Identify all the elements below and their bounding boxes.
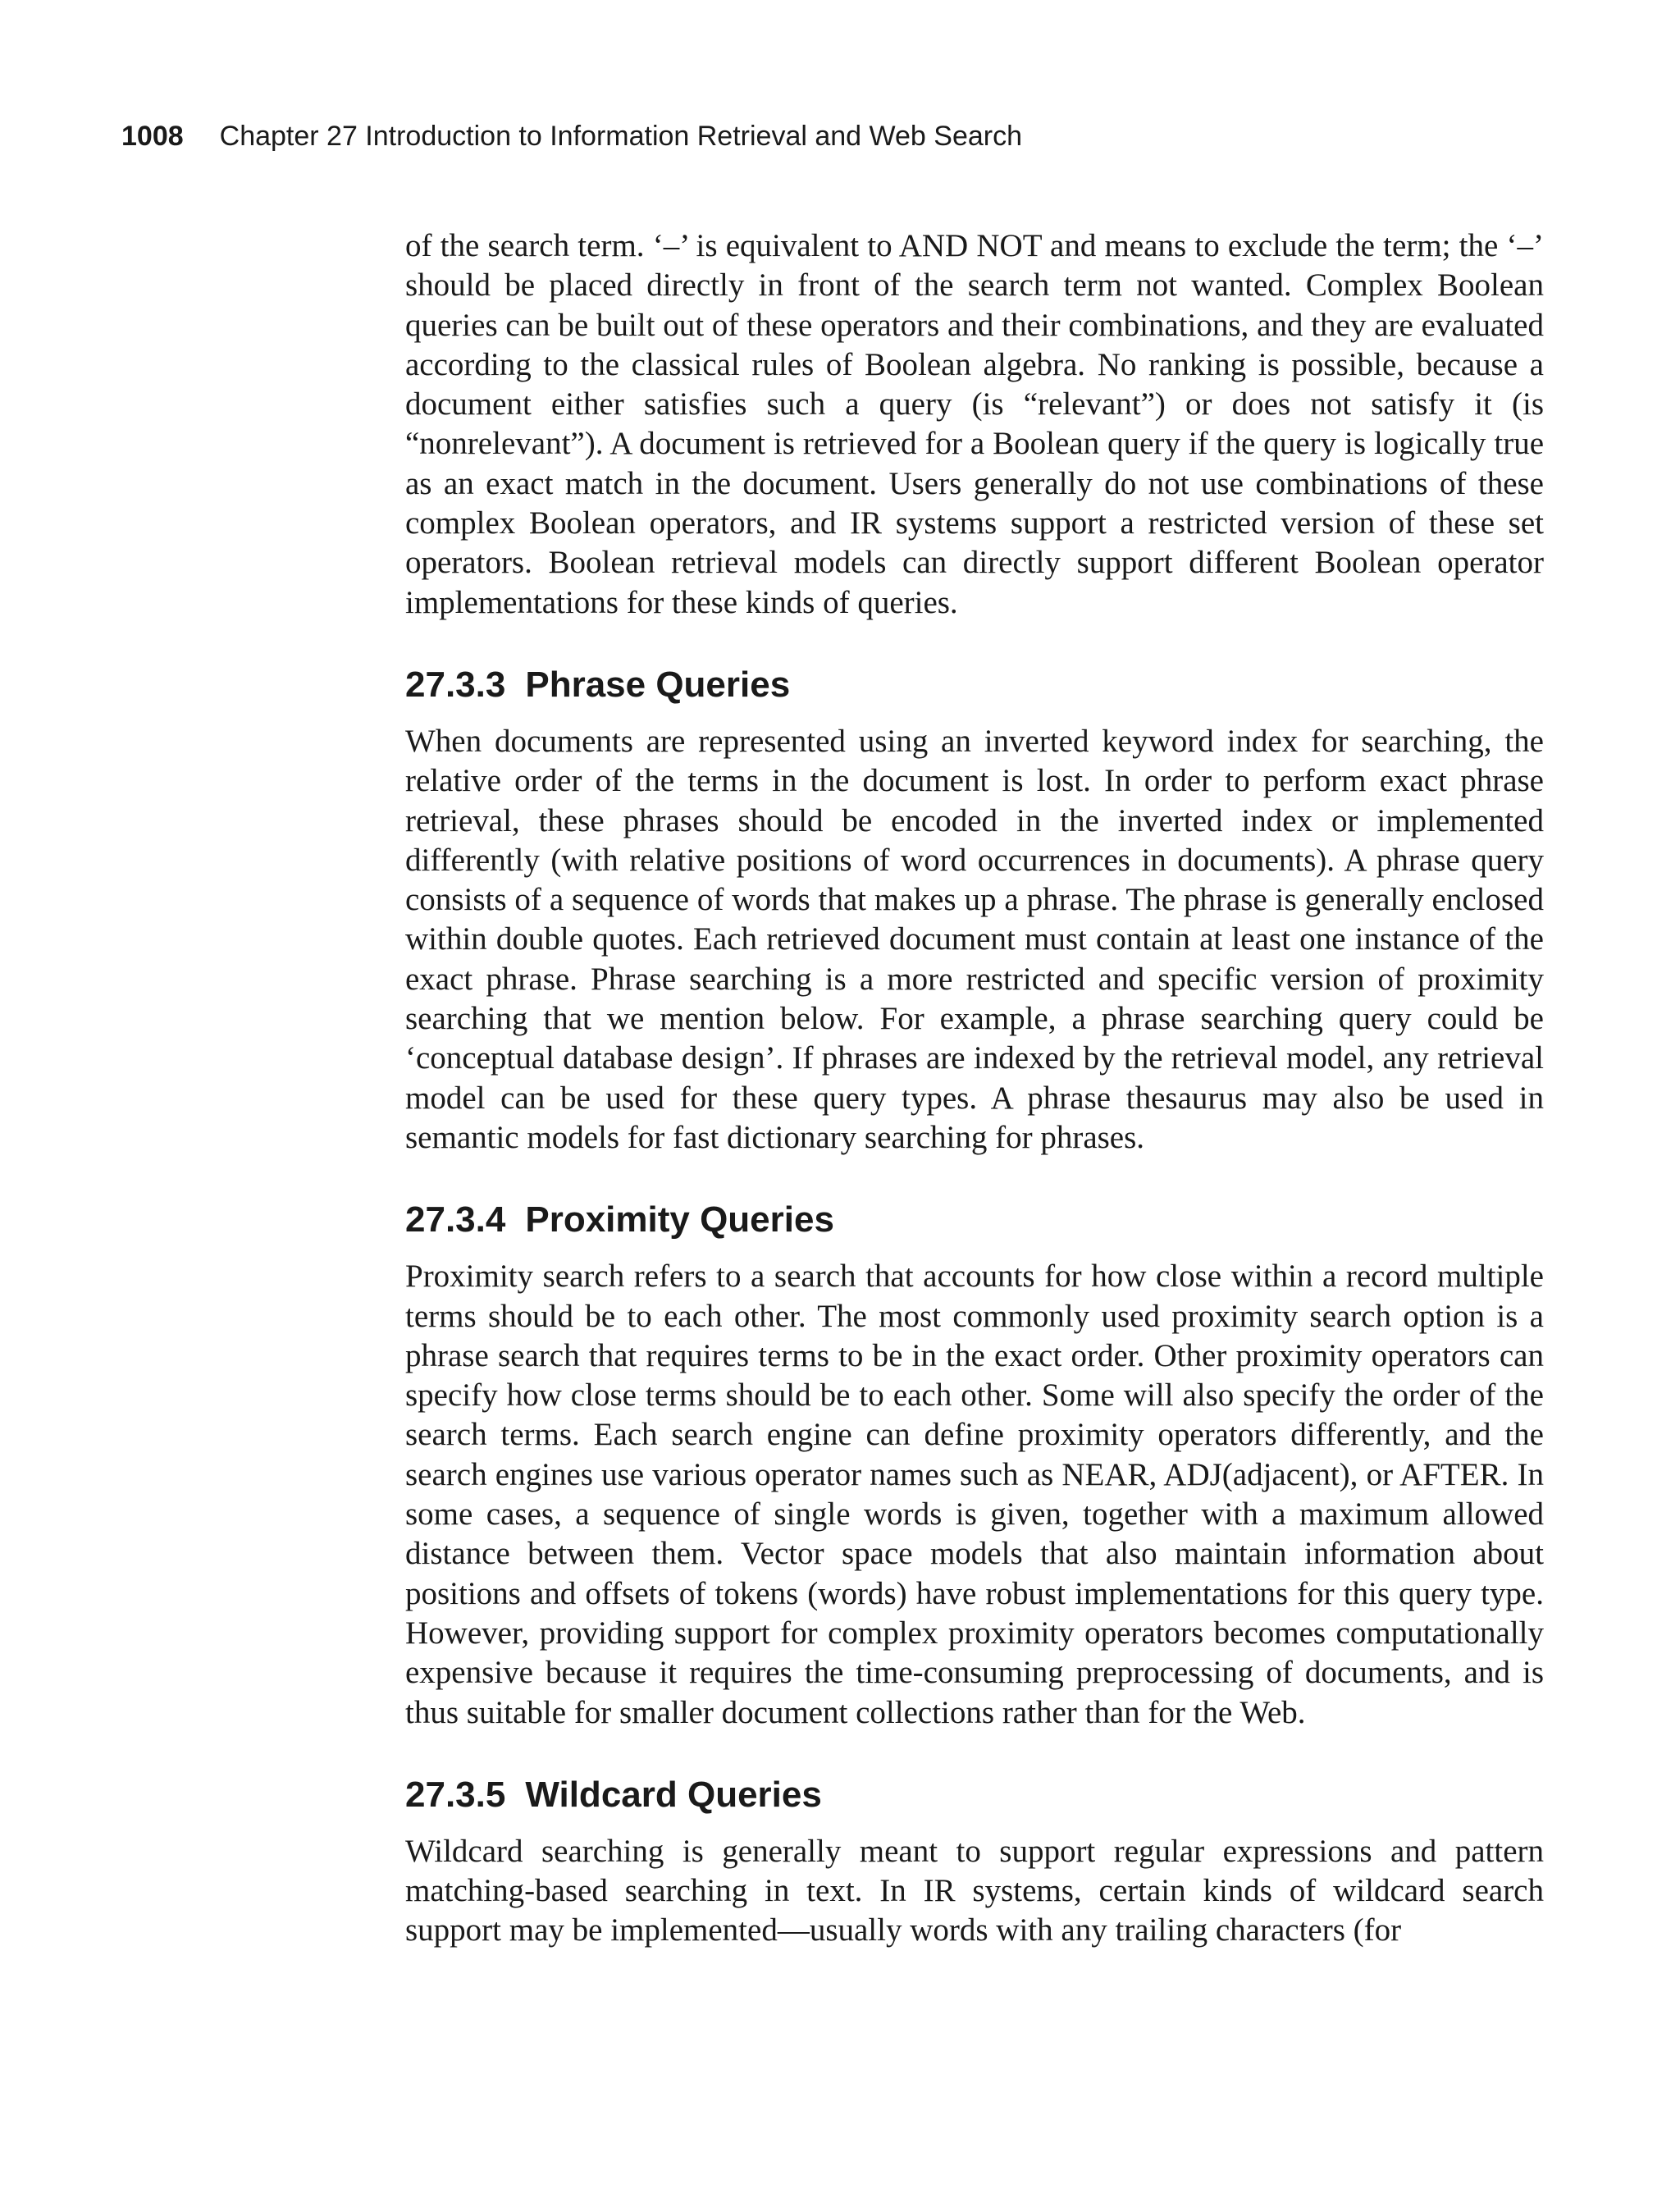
section-number: 27.3.3: [405, 664, 506, 705]
section-paragraph-proximity-queries: Proximity search refers to a search that accounts for how close within a record multiple terms should be to each other. The most commonly used proximity search option is a phrase search that requires terms to be in the exact order. Other proximity operators can specify how close terms should be to each other. Some will also specify the order of the search terms. Each search engine can define proximity operators differently, and the search engines use various operator names such as NEAR, ADJ(adjacent), or AFTER. In some cases, a sequence of single words is given, together with a maximum allowed distance between them. Vector space models that also maintain information about positions and offsets of tokens (words) have robust implementations for this query type. However, providing support for complex proximity operators becomes computationally expensive because it requires the time-consuming preprocessing of documents, and is thus suitable for smaller document collections rather than for the Web.: [405, 1259, 1544, 1730]
section-title: Wildcard Queries: [525, 1774, 822, 1815]
page-body: [405, 226, 1544, 1951]
section-paragraph-wildcard-queries: Wildcard searching is generally meant to support regular expressions and pattern matching-based searching in text. In IR systems, certain kinds of wildcard search support may be implemented—usually words with any trailing characters (for: [405, 1833, 1544, 1948]
section-heading-wildcard-queries: [405, 1774, 1544, 1816]
section-heading-phrase-queries: [405, 664, 1544, 706]
section-title: Proximity Queries: [525, 1199, 834, 1240]
chapter-title: Chapter 27 Introduction to Information Retrieval and Web Search: [219, 121, 1023, 152]
section-number: 27.3.4: [405, 1199, 506, 1240]
section-heading-proximity-queries: [405, 1199, 1544, 1241]
section-paragraph-phrase-queries: When documents are represented using an inverted keyword index for searching, the relative order of the terms in the document is lost. In order to perform exact phrase retrieval, these phrases should be encoded in the inverted index or implemented differently (with relative positions of word occurrences in documents). A phrase query consists of a sequence of words that makes up a phrase. The phrase is generally enclosed within double quotes. Each retrieved document must contain at least one instance of the exact phrase. Phrase searching is a more restricted and specific version of proximity searching that we mention below. For example, a phrase searching query could be ‘conceptual database design’. If phrases are indexed by the retrieval model, any retrieval model can be used for these query types. A phrase thesaurus may also be used in semantic models for fast dictionary searching for phrases.: [405, 723, 1544, 1155]
section-number: 27.3.5: [405, 1774, 506, 1815]
page-number: 1008: [121, 121, 184, 152]
running-head: [121, 116, 1022, 156]
section-title: Phrase Queries: [525, 664, 791, 705]
intro-paragraph: of the search term. ‘–’ is equivalent to AND NOT and means to exclude the term; the ‘–’ should be placed directly in front of the search term not wanted. Complex Boolean queries can be built out of these operators and their combinations, and they are evaluated according to the classical rules of Boolean algebra. No ranking is possible, because a document either satisfies such a query (is “relevant”) or does not satisfy it (is “nonrelevant”). A document is retrieved for a Boolean query if the query is logically true as an exact match in the document. Users generally do not use combinations of these complex Boolean operators, and IR systems support a restricted version of these set operators. Boolean retrieval models can directly support different Boolean operator implementations for these kinds of queries.: [405, 228, 1544, 620]
